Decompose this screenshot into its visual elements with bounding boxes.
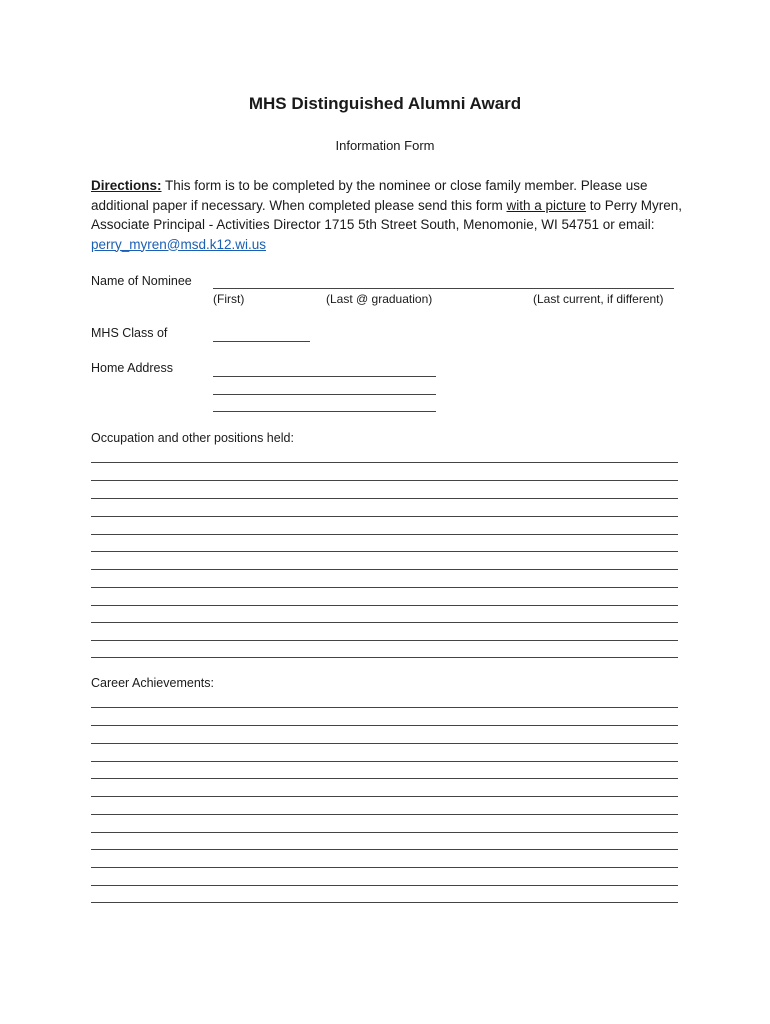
career-line[interactable] [91,814,678,815]
occupation-line[interactable] [91,587,678,588]
occupation-line[interactable] [91,498,678,499]
occupation-line[interactable] [91,569,678,570]
career-line[interactable] [91,778,678,779]
occupation-line[interactable] [91,657,678,658]
occupation-line[interactable] [91,640,678,641]
nominee-grad-caption: (Last @ graduation) [326,292,433,306]
career-line[interactable] [91,832,678,833]
career-line[interactable] [91,902,678,903]
occupation-line[interactable] [91,605,678,606]
career-line[interactable] [91,707,678,708]
occupation-line[interactable] [91,622,678,623]
career-line[interactable] [91,796,678,797]
form-subtitle: Information Form [335,138,435,153]
directions-paragraph [91,176,691,254]
directions-label: Directions: [91,178,162,193]
occupation-line[interactable] [91,516,678,517]
career-line[interactable] [91,725,678,726]
career-line[interactable] [91,743,678,744]
nominee-current-caption: (Last current, if different) [533,292,664,306]
class-of-field[interactable] [213,341,310,342]
directions-text-2: to Perry Myren, Associate Principal - Activities Director 1715 5th Street South, Menomonie, WI 54751 or email: [91,197,683,232]
career-line[interactable] [91,849,678,850]
nominee-first-caption: (First) [213,292,245,306]
career-line[interactable] [91,885,678,886]
email-link[interactable]: perry_myren@msd.k12.wi.us [91,236,267,252]
form-title: MHS Distinguished Alumni Award [248,94,522,113]
occupation-line[interactable] [91,551,678,552]
home-address-field-2[interactable] [213,394,436,395]
occupation-line[interactable] [91,534,678,535]
occupation-label: Occupation and other positions held: [91,431,294,445]
home-address-field-3[interactable] [213,411,436,412]
home-address-label: Home Address [91,361,173,375]
career-line[interactable] [91,761,678,762]
directions-text-1: This form is to be completed by the nominee or close family member. Please use additional paper if necessary. When completed please send this form [91,178,648,213]
home-address-field-1[interactable] [213,376,436,377]
class-of-label: MHS Class of [91,326,168,340]
nominee-name-field[interactable] [213,288,674,289]
occupation-line[interactable] [91,480,678,481]
career-line[interactable] [91,867,678,868]
career-label: Career Achievements: [91,676,214,690]
nominee-label: Name of Nominee [91,274,192,288]
occupation-line[interactable] [91,462,678,463]
directions-picture-phrase: with a picture [506,197,587,213]
